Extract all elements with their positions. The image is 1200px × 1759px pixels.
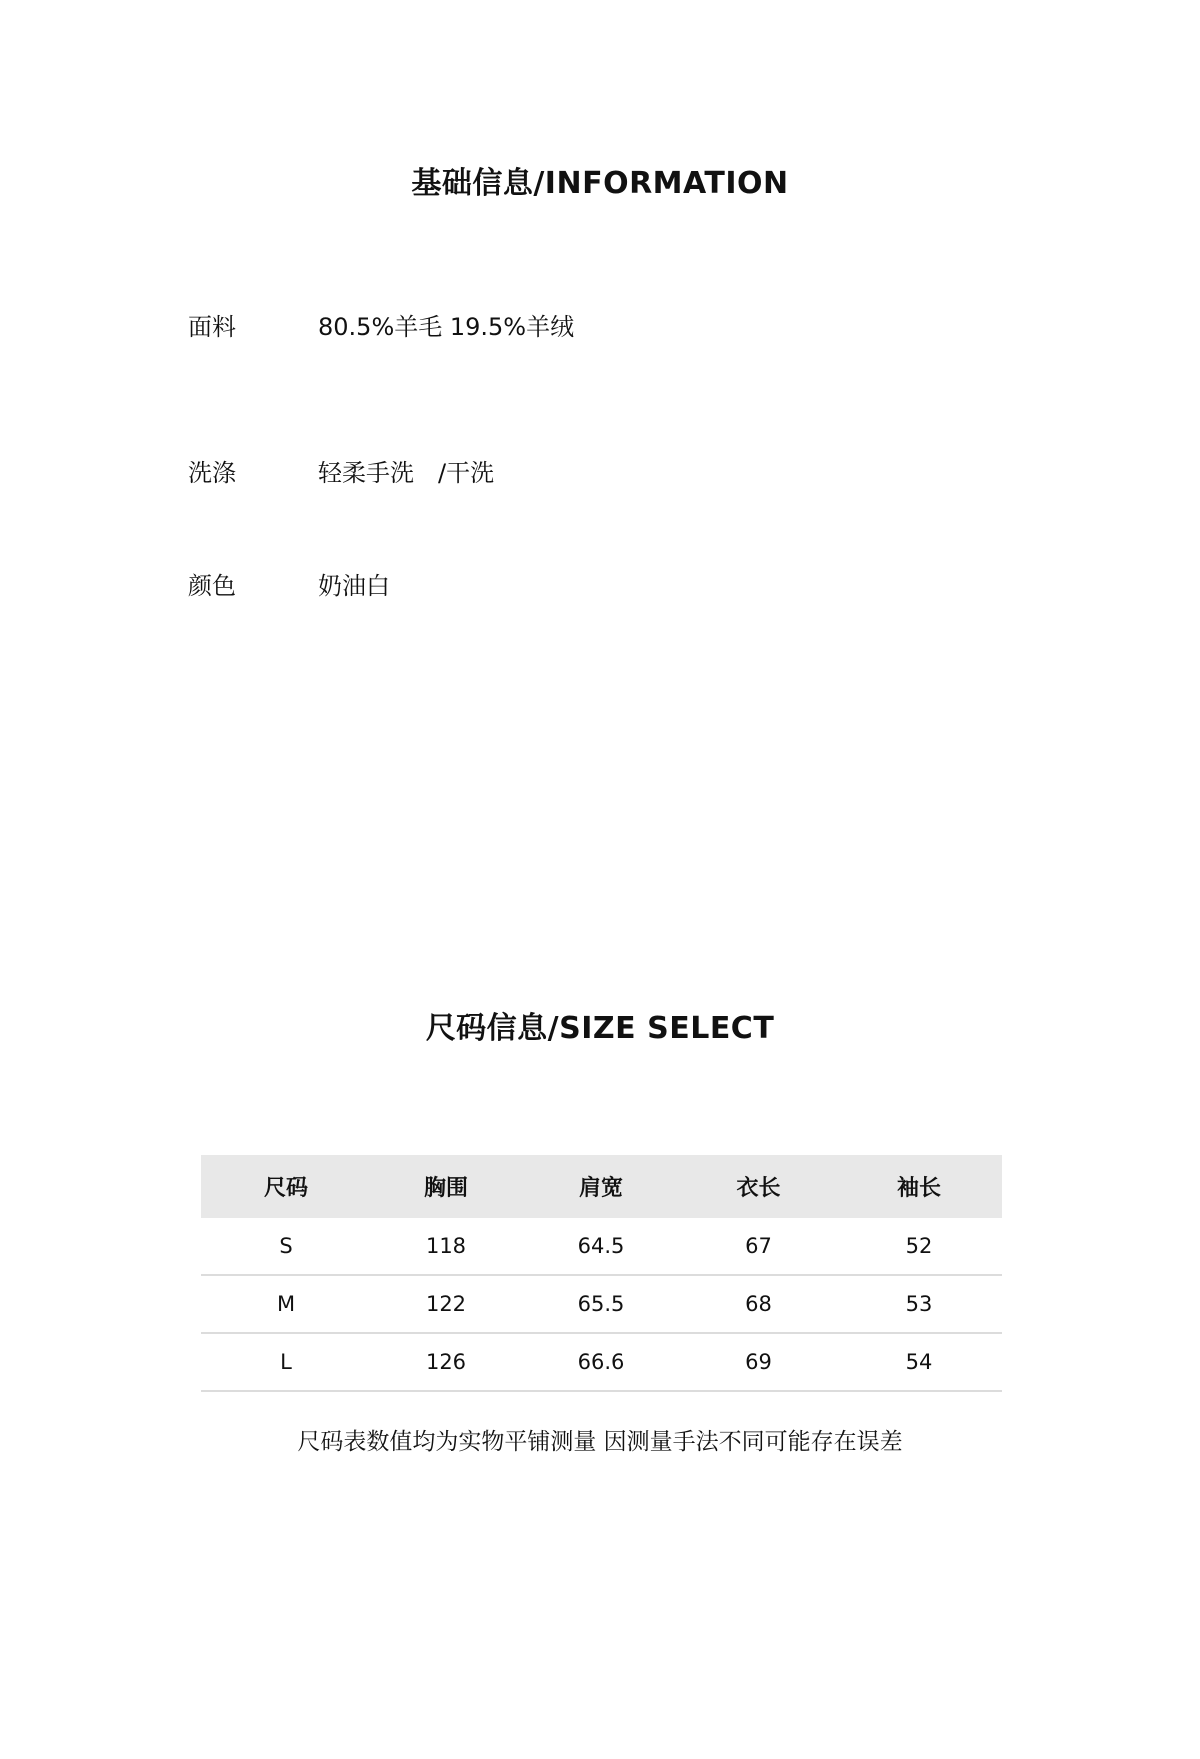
table-cell: 68 [745, 1292, 772, 1316]
table-cell: 54 [905, 1350, 933, 1374]
table-cell: 126 [425, 1350, 467, 1374]
table-cell: M [276, 1292, 296, 1316]
size-table-header [201, 1155, 1002, 1218]
table-cell: L [280, 1350, 292, 1374]
size-title: 尺码信息/SIZE SELECT [425, 1011, 775, 1046]
information-title: 基础信息/INFORMATION [411, 166, 789, 201]
table-cell: 53 [905, 1292, 933, 1316]
table-cell: 66.6 [577, 1350, 625, 1374]
header-cell-chest: 胸围 [423, 1176, 468, 1201]
table-cell: 118 [425, 1234, 467, 1258]
header-cell-shoulder: 肩宽 [578, 1176, 623, 1201]
info-label: 洗涤 [188, 459, 236, 487]
size-note: 尺码表数值均为实物平铺测量 因测量手法不同可能存在误差 [297, 1429, 903, 1455]
info-value: 轻柔手洗 /干洗 [318, 459, 495, 487]
table-row [201, 1218, 1002, 1276]
info-value: 奶油白 [318, 572, 390, 600]
table-row [201, 1334, 1002, 1392]
info-label: 颜色 [188, 572, 236, 600]
table-cell: 65.5 [577, 1292, 625, 1316]
table-cell: 122 [425, 1292, 467, 1316]
info-label: 面料 [188, 313, 236, 341]
table-cell: 52 [905, 1234, 933, 1258]
table-cell: 67 [745, 1234, 772, 1258]
size-table [201, 1155, 1002, 1392]
table-cell: 69 [745, 1350, 772, 1374]
header-cell-length: 衣长 [736, 1176, 781, 1201]
header-cell-size: 尺码 [263, 1176, 308, 1201]
table-row [201, 1276, 1002, 1334]
table-cell: S [279, 1234, 293, 1258]
header-cell-sleeve: 袖长 [896, 1176, 941, 1201]
info-value: 80.5%羊毛 19.5%羊绒 [318, 313, 575, 341]
table-cell: 64.5 [577, 1234, 625, 1258]
